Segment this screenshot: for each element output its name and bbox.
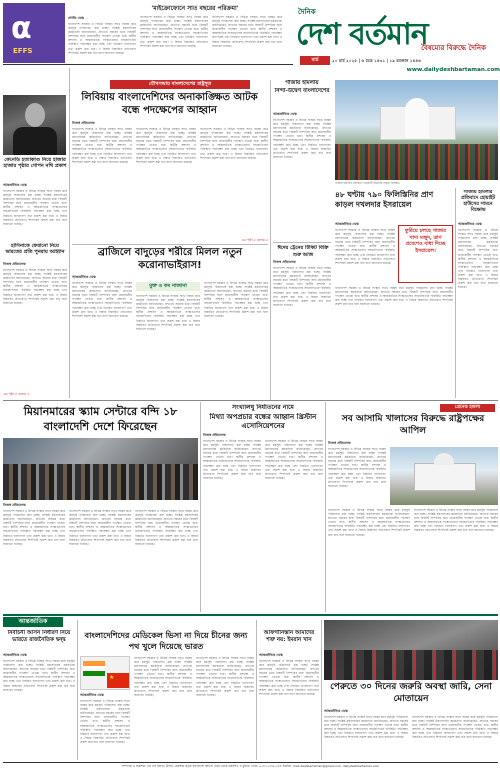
israel-body-1: বাংলাদেশ সরকার ও বিভিন্ন সংস্থার সাথে সমন্বয় করে কর্মসূচি পরিচালনা করা হচ্ছে। সংশ্লিষ্ট মন্ত্রণালয়ের কর্মকর্তারা জানিয়েছেন, দ্রুততম সময়ের মধ্যে বিষয়টি নিষ্পত্তির জন্য প্রয়োজনীয় পদক্ষেপ নেওয়া হবে। স্থানীয় প্রশাসন ও আন্তর্জাতিক সংস্থাগুলোর সহযোগিতায় পরিস্থিতি পর্যবেক্ষণ করা হচ্ছে এবং নিয়মিত হালনাগাদ তথ্য প্রকাশ করা হবে। এ বিষয়ে বিস্তারিত প্রতিবেদন শিগগিরই প্রকাশ করা হবে বলে জানানো হয়েছে। [335,228,395,265]
eid-train-byline: নিজস্ব প্রতিবেদক [273,260,296,264]
minority-kicker: সংখ্যালঘু নির্যাতনের নামে [232,404,294,411]
myanmar-photo [3,438,198,500]
eid-train-body: বাংলাদেশ সরকার ও বিভিন্ন সংস্থার সাথে সমন্বয় করে কর্মসূচি পরিচালনা করা হচ্ছে। সংশ্লিষ্ট মন্ত্রণালয়ের কর্মকর্তারা জানিয়েছেন, দ্রুততম সময়ের মধ্যে বিষয়টি নিষ্পত্তির জন্য প্রয়োজনীয় পদক্ষেপ নেওয়া হবে। স্থানীয় প্রশাসন ও আন্তর্জাতিক সংস্থাগুলোর সহযোগিতায় পরিস্থিতি পর্যবেক্ষণ করা হচ্ছে এবং নিয়মিত হালনাগাদ তথ্য প্রকাশ করা হবে। এ বিষয়ে বিস্তারিত প্রতিবেদন শিগগিরই প্রকাশ করা হবে বলে জানানো হয়েছে। [273,266,331,307]
minority-headline: মিথ্যা অপপ্রচার বন্ধের আহ্বান খ্রিস্টান এসোসিয়েশনের [209,413,317,430]
border-headline: নির্বাচনী আসন নির্ধারণ নিয়ে ভারতে রাজনৈতিক দ্বন্দ্ব [7,630,71,643]
anniversary-body-3: বাংলাদেশ সরকার ও বিভিন্ন সংস্থার সাথে সমন্বয় করে কর্মসূচি পরিচালনা করা হচ্ছে। সংশ্লিষ্ট মন্ত্রণালয়ের কর্মকর্তারা জানিয়েছেন, দ্রুততম সময়ের মধ্যে বিষয়টি নিষ্পত্তির জন্য প্রয়োজনীয় পদক্ষেপ নেওয়া হবে। স্থানীয় প্রশাসন ও আন্তর্জাতিক সংস্থাগুলোর সহযোগিতায় পরিস্থিতি পর্যবেক্ষণ করা হচ্ছে এবং নিয়মিত হালনাগাদ তথ্য প্রকাশ করা হবে। এ বিষয়ে বিস্তারিত প্রতিবেদন শিগগিরই প্রকাশ করা হবে বলে জানানো হয়েছে। [212,15,282,48]
col-divider-8 [321,620,322,760]
whitehouse-caption: গাজায় হামলার প্রতিবাদে হোয়াইট হাউসের সামনে বিক্ষোভ [335,181,400,185]
court-building [414,463,476,491]
minority-body-1: বাংলাদেশ সরকার ও বিভিন্ন সংস্থার সাথে সমন্বয় করে কর্মসূচি পরিচালনা করা হচ্ছে। সংশ্লিষ্ট মন্ত্রণালয়ের কর্মকর্তারা জানিয়েছেন, দ্রুততম সময়ের মধ্যে বিষয়টি নিষ্পত্তির জন্য প্রয়োজনীয় পদক্ষেপ নেওয়া হবে। স্থানীয় প্রশাসন ও আন্তর্জাতিক সংস্থাগুলোর সহযোগিতায় পরিস্থিতি পর্যবেক্ষণ করা হচ্ছে এবং নিয়মিত হালনাগাদ তথ্য প্রকাশ করা হবে। এ বিষয়ে বিস্তারিত প্রতিবেদন শিগগিরই প্রকাশ করা হবে বলে জানানো হয়েছে। [203,439,261,480]
libya-headline: লিবিয়ায় বাংলাদেশিদের অনাকাঙ্ক্ষিত আটক বন্ধে পদক্ষেপের আহ্বান [81,92,258,116]
bat-virus-body-1: বাংলাদেশ সরকার ও বিভিন্ন সংস্থার সাথে সমন্বয় করে কর্মসূচি পরিচালনা করা হচ্ছে। সংশ্লিষ্ট মন্ত্রণালয়ের কর্মকর্তারা জানিয়েছেন, দ্রুততম সময়ের মধ্যে বিষয়টি নিষ্পত্তির জন্য প্রয়োজনীয় পদক্ষেপ নেওয়া হবে। স্থানীয় প্রশাসন ও আন্তর্জাতিক সংস্থাগুলোর সহযোগিতায় পরিস্থিতি পর্যবেক্ষণ করা হচ্ছে এবং নিয়মিত হালনাগাদ তথ্য প্রকাশ করা হবে। এ বিষয়ে বিস্তারিত প্রতিবেদন শিগগিরই প্রকাশ করা হবে বলে জানানো হয়েছে। [72,281,132,318]
imran-byline: আন্তর্জাতিক ডেস্ক [259,653,283,657]
israel-byline: আন্তর্জাতিক ডেস্ক [335,222,359,226]
israel-body-2: বাংলাদেশ সরকার ও বিভিন্ন সংস্থার সাথে সমন্বয় করে কর্মসূচি পরিচালনা করা হচ্ছে। সংশ্লিষ্ট মন্ত্রণালয়ের কর্মকর্তারা জানিয়েছেন, দ্রুততম সময়ের মধ্যে বিষয়টি নিষ্পত্তির জন্য প্রয়োজনীয় পদক্ষেপ নেওয়া হবে। স্থানীয় প্রশাসন ও আন্তর্জাতিক সংস্থাগুলোর সহযোগিতায় পরিস্থিতি পর্যবেক্ষণ করা হচ্ছে এবং নিয়মিত হালনাগাদ তথ্য প্রকাশ করা হবে। এ বিষয়ে বিস্তারিত প্রতিবেদন শিগগিরই প্রকাশ করা হবে বলে জানানো হয়েছে। [335,286,453,307]
libya-divider [72,244,268,245]
kennedy-photo [3,95,66,155]
eid-train-headline: ঈদের ট্রেনের টিকিট বিক্রি শুরু আজ [277,245,329,258]
myanmar-headline: মিয়ানমারের স্ক্যাম সেন্টারে বন্দি ১৮ বাংলাদেশি দেশে ফিরেছেন [23,405,178,433]
emergency-body-2: বাংলাদেশ সরকার ও বিভিন্ন সংস্থার সাথে সমন্বয় করে কর্মসূচি পরিচালনা করা হচ্ছে। সংশ্লিষ্ট মন্ত্রণালয়ের কর্মকর্তারা জানিয়েছেন, দ্রুততম সময়ের মধ্যে বিষয়টি নিষ্পত্তির জন্য প্রয়োজনীয় পদক্ষেপ নেওয়া হবে। স্থানীয় প্রশাসন ও আন্তর্জাতিক সংস্থাগুলোর সহযোগিতায় পরিস্থিতি পর্যবেক্ষণ করা হচ্ছে এবং নিয়মিত হালনাগাদ তথ্য প্রকাশ করা হবে। এ বিষয়ে বিস্তারিত প্রতিবেদন শিগগিরই প্রকাশ করা হবে বলে জানানো হয়েছে। [412,715,498,740]
hasina-byline: নিজস্ব প্রতিবেদক [3,262,26,266]
china-flag-star: ★ [109,674,115,681]
border-body: বাংলাদেশ সরকার ও বিভিন্ন সংস্থার সাথে সমন্বয় করে কর্মসূচি পরিচালনা করা হচ্ছে। সংশ্লিষ্ট মন্ত্রণালয়ের কর্মকর্তারা জানিয়েছেন, দ্রুততম সময়ের মধ্যে বিষয়টি নিষ্পত্তির জন্য প্রয়োজনীয় পদক্ষেপ নেওয়া হবে। স্থানীয় প্রশাসন ও আন্তর্জাতিক সংস্থাগুলোর সহযোগিতায় পরিস্থিতি পর্যবেক্ষণ করা হচ্ছে এবং নিয়মিত হালনাগাদ তথ্য প্রকাশ করা হবে। এ বিষয়ে বিস্তারিত প্রতিবেদন শিগগিরই প্রকাশ করা হবে বলে জানানো হয়েছে। [3,659,75,692]
border-byline: আন্তর্জাতিক ডেস্ক [3,653,27,657]
emergency-body-1: বাংলাদেশ সরকার ও বিভিন্ন সংস্থার সাথে সমন্বয় করে কর্মসূচি পরিচালনা করা হচ্ছে। সংশ্লিষ্ট মন্ত্রণালয়ের কর্মকর্তারা জানিয়েছেন, দ্রুততম সময়ের মধ্যে বিষয়টি নিষ্পত্তির জন্য প্রয়োজনীয় পদক্ষেপ নেওয়া হবে। স্থানীয় প্রশাসন ও আন্তর্জাতিক সংস্থাগুলোর সহযোগিতায় পরিস্থিতি পর্যবেক্ষণ করা হচ্ছে এবং নিয়মিত হালনাগাদ তথ্য প্রকাশ করা হবে। এ বিষয়ে বিস্তারিত প্রতিবেদন শিগগিরই প্রকাশ করা হবে বলে জানানো হয়েছে। [324,715,408,740]
hasina-body: বাংলাদেশ সরকার ও বিভিন্ন সংস্থার সাথে সমন্বয় করে কর্মসূচি পরিচালনা করা হচ্ছে। সংশ্লিষ্ট মন্ত্রণালয়ের কর্মকর্তারা জানিয়েছেন, দ্রুততম সময়ের মধ্যে বিষয়টি নিষ্পত্তির জন্য প্রয়োজনীয় পদক্ষেপ নেওয়া হবে। স্থানীয় প্রশাসন ও আন্তর্জাতিক সংস্থাগুলোর সহযোগিতায় পরিস্থিতি পর্যবেক্ষণ করা হচ্ছে এবং নিয়মিত হালনাগাদ তথ্য প্রকাশ করা হবে। এ বিষয়ে বিস্তারিত প্রতিবেদন শিগগিরই প্রকাশ করা হবে বলে জানানো হয়েছে। [3,268,67,305]
anniversary-body-2: বাংলাদেশ সরকার ও বিভিন্ন সংস্থার সাথে সমন্বয় করে কর্মসূচি পরিচালনা করা হচ্ছে। সংশ্লিষ্ট মন্ত্রণালয়ের কর্মকর্তারা জানিয়েছেন, দ্রুততম সময়ের মধ্যে বিষয়টি নিষ্পত্তির জন্য প্রয়োজনীয় পদক্ষেপ নেওয়া হবে। স্থানীয় প্রশাসন ও আন্তর্জাতিক সংস্থাগুলোর সহযোগিতায় পরিস্থিতি পর্যবেক্ষণ করা হচ্ছে এবং নিয়মিত হালনাগাদ তথ্য প্রকাশ করা হবে। এ বিষয়ে বিস্তারিত প্রতিবেদন শিগগিরই প্রকাশ করা হবে বলে জানানো হয়েছে। [140,15,208,48]
libya-continue[interactable]: এর পৃষ্ঠা ৮ কলাম ৫ [241,238,268,242]
israel-quote-box [398,225,453,283]
hasina-continue[interactable]: এর পৃষ্ঠা ৮ কলাম ৫ [3,392,30,396]
imran-headline: আফগানিস্তান আমাদের শত্রু নয়: ইমরান খান [263,630,315,643]
bat-virus-body-2: বাংলাদেশ সরকার ও বিভিন্ন সংস্থার সাথে সমন্বয় করে কর্মসূচি পরিচালনা করা হচ্ছে। সংশ্লিষ্ট মন্ত্রণালয়ের কর্মকর্তারা জানিয়েছেন, দ্রুততম সময়ের মধ্যে বিষয়টি নিষ্পত্তির জন্য প্রয়োজনীয় পদক্ষেপ নেওয়া হবে। স্থানীয় প্রশাসন ও আন্তর্জাতিক সংস্থাগুলোর সহযোগিতায় পরিস্থিতি পর্যবেক্ষণ করা হচ্ছে এবং নিয়মিত হালনাগাদ তথ্য প্রকাশ করা হবে। এ বিষয়ে বিস্তারিত প্রতিবেদন শিগগিরই প্রকাশ করা হবে বলে জানানো হয়েছে। [136,294,200,331]
flags-photo [80,656,130,690]
col-divider-2 [270,80,271,400]
israel-headline: ৪৮ ঘণ্টায় ৭৯০ ফিলিস্তিনির প্রাণ কাড়ল দখলদার ইসরায়েল [335,190,434,209]
libya-body-3: বাংলাদেশ সরকার ও বিভিন্ন সংস্থার সাথে সমন্বয় করে কর্মসূচি পরিচালনা করা হচ্ছে। সংশ্লিষ্ট মন্ত্রণালয়ের কর্মকর্তারা জানিয়েছেন, দ্রুততম সময়ের মধ্যে বিষয়টি নিষ্পত্তির জন্য প্রয়োজনীয় পদক্ষেপ নেওয়া হবে। স্থানীয় প্রশাসন ও আন্তর্জাতিক সংস্থাগুলোর সহযোগিতায় পরিস্থিতি পর্যবেক্ষণ করা হচ্ছে এবং নিয়মিত হালনাগাদ তথ্য প্রকাশ করা হবে। এ বিষয়ে বিস্তারিত প্রতিবেদন শিগগিরই প্রকাশ করা হবে বলে জানানো হয়েছে। [200,127,268,160]
date-line: ২০ মার্চ ২০২৫ | ৬ চৈত্র ১৪৩১ | ১৯ রমজান ১৪৪৬ [332,58,421,63]
grenade-byline: নিজস্ব প্রতিবেদক [328,441,351,445]
bat-virus-subhead: মুক্ত ও কম নাজানা [136,282,200,291]
bat-virus-byline: আন্তর্জাতিক ডেস্ক [72,275,96,279]
protest-crowd [335,144,498,180]
masthead-logo-prefix: দৈনিক [298,8,316,16]
imran-body: বাংলাদেশ সরকার ও বিভিন্ন সংস্থার সাথে সমন্বয় করে কর্মসূচি পরিচালনা করা হচ্ছে। সংশ্লিষ্ট মন্ত্রণালয়ের কর্মকর্তারা জানিয়েছেন, দ্রুততম সময়ের মধ্যে বিষয়টি নিষ্পত্তির জন্য প্রয়োজনীয় পদক্ষেপ নেওয়া হবে। স্থানীয় প্রশাসন ও আন্তর্জাতিক সংস্থাগুলোর সহযোগিতায় পরিস্থিতি পর্যবেক্ষণ করা হচ্ছে এবং নিয়মিত হালনাগাদ তথ্য প্রকাশ করা হবে। এ বিষয়ে বিস্তারিত প্রতিবেদন শিগগিরই প্রকাশ করা হবে বলে জানানো হয়েছে। [259,659,319,696]
libya-body-2: বাংলাদেশ সরকার ও বিভিন্ন সংস্থার সাথে সমন্বয় করে কর্মসূচি পরিচালনা করা হচ্ছে। সংশ্লিষ্ট মন্ত্রণালয়ের কর্মকর্তারা জানিয়েছেন, দ্রুততম সময়ের মধ্যে বিষয়টি নিষ্পত্তির জন্য প্রয়োজনীয় পদক্ষেপ নেওয়া হবে। স্থানীয় প্রশাসন ও আন্তর্জাতিক সংস্থাগুলোর সহযোগিতায় পরিস্থিতি পর্যবেক্ষণ করা হচ্ছে এবং নিয়মিত হালনাগাদ তথ্য প্রকাশ করা হবে। এ বিষয়ে বিস্তারিত প্রতিবেদন শিগগিরই প্রকাশ করা হবে বলে জানানো হয়েছে। [136,127,196,164]
myanmar-body-2: বাংলাদেশ সরকার ও বিভিন্ন সংস্থার সাথে সমন্বয় করে কর্মসূচি পরিচালনা করা হচ্ছে। সংশ্লিষ্ট মন্ত্রণালয়ের কর্মকর্তারা জানিয়েছেন, দ্রুততম সময়ের মধ্যে বিষয়টি নিষ্পত্তির জন্য প্রয়োজনীয় পদক্ষেপ নেওয়া হবে। স্থানীয় প্রশাসন ও আন্তর্জাতিক সংস্থাগুলোর সহযোগিতায় পরিস্থিতি পর্যবেক্ষণ করা হচ্ছে এবং নিয়মিত হালনাগাদ তথ্য প্রকাশ করা হবে। এ বিষয়ে বিস্তারিত প্রতিবেদন শিগগিরই প্রকাশ করা হবে বলে জানানো হয়েছে। [69,509,131,546]
anniversary-banner: 'মাইক্রোফোনে সাত বছরের পরিক্রমা' [151,5,239,12]
footer-text: সম্পাদক ও প্রকাশক: এম এস রিফাত উদ্দিন, প্রকাশক কর্তৃক বাংলাদেশ অফিস, ঢাকা থেকে প্রকাশিত ও মুদ্রিত। ফোন: ০১৮১৫-৮৬৫৫৮৮ ইমেইল: mail.deshbartaman@gmail.com, dailydeshbartaman.com [121,764,380,768]
grenade-body-3: বাংলাদেশ সরকার ও বিভিন্ন সংস্থার সাথে সমন্বয় করে কর্মসূচি পরিচালনা করা হচ্ছে। সংশ্লিষ্ট মন্ত্রণালয়ের কর্মকর্তারা জানিয়েছেন, দ্রুততম সময়ের মধ্যে বিষয়টি নিষ্পত্তির জন্য প্রয়োজনীয় পদক্ষেপ নেওয়া হবে। স্থানীয় প্রশাসন ও আন্তর্জাতিক সংস্থাগুলোর সহযোগিতায় পরিস্থিতি পর্যবেক্ষণ করা হচ্ছে এবং নিয়মিত হালনাগাদ তথ্য প্রকাশ করা হবে। এ বিষয়ে বিস্তারিত প্রতিবেদন শিগগিরই প্রকাশ করা হবে বলে জানানো হয়েছে। [414,508,498,533]
minority-byline: নিজস্ব প্রতিবেদক [203,433,226,437]
medical-visa-body-3: বাংলাদেশ সরকার ও বিভিন্ন সংস্থার সাথে সমন্বয় করে কর্মসূচি পরিচালনা করা হচ্ছে। সংশ্লিষ্ট মন্ত্রণালয়ের কর্মকর্তারা জানিয়েছেন, দ্রুততম সময়ের মধ্যে বিষয়টি নিষ্পত্তির জন্য প্রয়োজনীয় পদক্ষেপ নেওয়া হবে। স্থানীয় প্রশাসন ও আন্তর্জাতিক সংস্থাগুলোর সহযোগিতায় পরিস্থিতি পর্যবেক্ষণ করা হচ্ছে এবং নিয়মিত হালনাগাদ তথ্য প্রকাশ করা হবে। এ বিষয়ে বিস্তারিত প্রতিবেদন শিগগিরই প্রকাশ করা হবে বলে জানানো হয়েছে। [196,656,254,697]
kennedy-caption: কেনেডি হত্যাকাণ্ড নিয়ে হাজার হাজার পৃষ্ঠার গোপন নথি প্রকাশ [3,157,67,169]
gaza-divider [273,242,331,243]
gaza-headline: নিন্দা-উদ্বেগ বাংলাদেশের [274,88,330,94]
medical-visa-body-1: বাংলাদেশ সরকার ও বিভিন্ন সংস্থার সাথে সমন্বয় করে কর্মসূচি পরিচালনা করা হচ্ছে। সংশ্লিষ্ট মন্ত্রণালয়ের কর্মকর্তারা জানিয়েছেন, দ্রুততম সময়ের মধ্যে বিষয়টি নিষ্পত্তির জন্য প্রয়োজনীয় পদক্ষেপ নেওয়া হবে। স্থানীয় প্রশাসন ও আন্তর্জাতিক সংস্থাগুলোর সহযোগিতায় পরিস্থিতি পর্যবেক্ষণ করা হচ্ছে এবং নিয়মিত হালনাগাদ তথ্য প্রকাশ করা হবে। এ বিষয়ে বিস্তারিত প্রতিবেদন শিগগিরই প্রকাশ করা হবে বলে জানানো হয়েছে। [80,699,130,744]
edition-badge: মার্চ [300,56,330,65]
anniversary-byline: প্রগতি ডেস্ক [68,16,84,20]
court-dome [434,453,454,465]
china-flag [107,673,129,688]
footer-divider [3,762,498,763]
libya-kicker: যৌথসভায় বাংলাদেশের রাষ্ট্রদূত [110,80,250,89]
libya-byline: নিজস্ব প্রতিবেদক [72,121,95,125]
kennedy-suit [13,127,57,155]
col-divider-6 [77,620,78,760]
myanmar-people [3,464,198,500]
bat-virus-headline: ব্রাজিলে বাদুড়ের শরীরে মিলল নতুন করোনাভাইরাস! [97,247,243,271]
col-divider-4 [200,402,201,612]
col-divider-5 [325,402,326,612]
hasina-headline: হাসিনাকে ফেরানো নিয়ে ভারতের প্রতি পুনরায় আহ্বান [5,243,65,255]
india-flag [83,661,105,676]
myanmar-body-3: বাংলাদেশ সরকার ও বিভিন্ন সংস্থার সাথে সমন্বয় করে কর্মসূচি পরিচালনা করা হচ্ছে। সংশ্লিষ্ট মন্ত্রণালয়ের কর্মকর্তারা জানিয়েছেন, দ্রুততম সময়ের মধ্যে বিষয়টি নিষ্পত্তির জন্য প্রয়োজনীয় পদক্ষেপ নেওয়া হবে। স্থানীয় প্রশাসন ও আন্তর্জাতিক সংস্থাগুলোর সহযোগিতায় পরিস্থিতি পর্যবেক্ষণ করা হচ্ছে এবং নিয়মিত হালনাগাদ তথ্য প্রকাশ করা হবে। এ বিষয়ে বিস্তারিত প্রতিবেদন শিগগিরই প্রকাশ করা হবে বলে জানানো হয়েছে। [135,509,198,546]
anniversary-logo [3,3,65,63]
anniversary-logo-text: EFFS [13,47,33,55]
israel-quote: ফুরিয়ে চলছে গাজার খাদ্য মজুদ, ত্রাণ প্রবেশেও বাধা দিচ্ছে ইসরায়েল। [404,228,447,254]
kennedy-body: বাংলাদেশ সরকার ও বিভিন্ন সংস্থার সাথে সমন্বয় করে কর্মসূচি পরিচালনা করা হচ্ছে। সংশ্লিষ্ট মন্ত্রণালয়ের কর্মকর্তারা জানিয়েছেন, দ্রুততম সময়ের মধ্যে বিষয়টি নিষ্পত্তির জন্য প্রয়োজনীয় পদক্ষেপ নেওয়া হবে। স্থানীয় প্রশাসন ও আন্তর্জাতিক সংস্থাগুলোর সহযোগিতায় পরিস্থিতি পর্যবেক্ষণ করা হচ্ছে এবং নিয়মিত হালনাগাদ তথ্য প্রকাশ করা হবে। এ বিষয়ে বিস্তারিত প্রতিবেদন শিগগিরই প্রকাশ করা হবে বলে জানানো হয়েছে। [3,189,67,226]
medical-visa-byline: আন্তর্জাতিক ডেস্ক [80,693,104,697]
col-divider-7 [256,620,257,760]
emergency-headline: পেরুতে ৩০ দিনের জরুরি অবস্থা জারি, সেনা মোতায়েন [324,680,498,706]
masthead-logo-main: দেশ বর্তমান [296,17,428,52]
whitehouse-portico [405,98,429,138]
grenade-body-2: বাংলাদেশ সরকার ও বিভিন্ন সংস্থার সাথে সমন্বয় করে কর্মসূচি পরিচালনা করা হচ্ছে। সংশ্লিষ্ট মন্ত্রণালয়ের কর্মকর্তারা জানিয়েছেন, দ্রুততম সময়ের মধ্যে বিষয়টি নিষ্পত্তির জন্য প্রয়োজনীয় পদক্ষেপ নেওয়া হবে। স্থানীয় প্রশাসন ও আন্তর্জাতিক সংস্থাগুলোর সহযোগিতায় পরিস্থিতি পর্যবেক্ষণ করা হচ্ছে এবং নিয়মিত হালনাগাদ তথ্য প্রকাশ করা হবে। এ বিষয়ে বিস্তারিত প্রতিবেদন শিগগিরই প্রকাশ করা হবে বলে জানানো হয়েছে। [328,508,410,537]
gaza-kicker: গাজায় হামলায় [285,80,319,86]
kennedy-byline: আন্তর্জাতিক ডেস্ক [3,183,27,187]
myanmar-body-1: বাংলাদেশ সরকার ও বিভিন্ন সংস্থার সাথে সমন্বয় করে কর্মসূচি পরিচালনা করা হচ্ছে। সংশ্লিষ্ট মন্ত্রণালয়ের কর্মকর্তারা জানিয়েছেন, দ্রুততম সময়ের মধ্যে বিষয়টি নিষ্পত্তির জন্য প্রয়োজনীয় পদক্ষেপ নেওয়া হবে। স্থানীয় প্রশাসন ও আন্তর্জাতিক সংস্থাগুলোর সহযোগিতায় পরিস্থিতি পর্যবেক্ষণ করা হচ্ছে এবং নিয়মিত হালনাগাদ তথ্য প্রকাশ করা হবে। এ বিষয়ে বিস্তারিত প্রতিবেদন শিগগিরই প্রকাশ করা হবে বলে জানানো হয়েছে। [3,509,65,546]
gaza-body: বাংলাদেশ সরকার ও বিভিন্ন সংস্থার সাথে সমন্বয় করে কর্মসূচি পরিচালনা করা হচ্ছে। সংশ্লিষ্ট মন্ত্রণালয়ের কর্মকর্তারা জানিয়েছেন, দ্রুততম সময়ের মধ্যে বিষয়টি নিষ্পত্তির জন্য প্রয়োজনীয় পদক্ষেপ নেওয়া হবে। স্থানীয় প্রশাসন ও আন্তর্জাতিক সংস্থাগুলোর সহযোগিতায় পরিস্থিতি পর্যবেক্ষণ করা হচ্ছে এবং নিয়মিত হালনাগাদ তথ্য প্রকাশ করা হবে। এ বিষয়ে বিস্তারিত প্রতিবেদন শিগগিরই প্রকাশ করা হবে বলে জানানো হয়েছে। [273,118,331,159]
minority-body-2: বাংলাদেশ সরকার ও বিভিন্ন সংস্থার সাথে সমন্বয় করে কর্মসূচি পরিচালনা করা হচ্ছে। সংশ্লিষ্ট মন্ত্রণালয়ের কর্মকর্তারা জানিয়েছেন, দ্রুততম সময়ের মধ্যে বিষয়টি নিষ্পত্তির জন্য প্রয়োজনীয় পদক্ষেপ নেওয়া হবে। স্থানীয় প্রশাসন ও আন্তর্জাতিক সংস্থাগুলোর সহযোগিতায় পরিস্থিতি পর্যবেক্ষণ করা হচ্ছে এবং নিয়মিত হালনাগাদ তথ্য প্রকাশ করা হবে। এ বিষয়ে বিস্তারিত প্রতিবেদন শিগগিরই প্রকাশ করা হবে বলে জানানো হয়েছে। [265,439,323,480]
anniversary-body-1: বাংলাদেশ সরকার ও বিভিন্ন সংস্থার সাথে সমন্বয় করে কর্মসূচি পরিচালনা করা হচ্ছে। সংশ্লিষ্ট মন্ত্রণালয়ের কর্মকর্তারা জানিয়েছেন, দ্রুততম সময়ের মধ্যে বিষয়টি নিষ্পত্তির জন্য প্রয়োজনীয় পদক্ষেপ নেওয়া হবে। স্থানীয় প্রশাসন ও আন্তর্জাতিক সংস্থাগুলোর সহযোগিতায় পরিস্থিতি পর্যবেক্ষণ করা হচ্ছে এবং নিয়মিত হালনাগাদ তথ্য প্রকাশ করা হবে। এ বিষয়ে বিস্তারিত প্রতিবেদন শিগগিরই প্রকাশ করা হবে বলে জানানো হয়েছে। [68,22,136,55]
col-divider-3 [455,188,456,398]
kennedy-face [25,103,45,127]
whitehouse-headline: গাজায় হামলার প্রতিবাদে হোয়াইট হাউসের সামনে বিক্ষোভ [461,190,495,213]
masthead-logo [292,2,498,54]
emergency-byline: আন্তর্জাতিক ডেস্ক [324,709,348,713]
medical-visa-headline: বাংলাদেশিদের মেডিকেল ভিসা না দিয়ে চীনের জন্য পথ খুলে দিয়েছে ভারত [84,631,248,651]
bat-virus-body-3: বাংলাদেশ সরকার ও বিভিন্ন সংস্থার সাথে সমন্বয় করে কর্মসূচি পরিচালনা করা হচ্ছে। সংশ্লিষ্ট মন্ত্রণালয়ের কর্মকর্তারা জানিয়েছেন, দ্রুততম সময়ের মধ্যে বিষয়টি নিষ্পত্তির জন্য প্রয়োজনীয় পদক্ষেপ নেওয়া হবে। স্থানীয় প্রশাসন ও আন্তর্জাতিক সংস্থাগুলোর সহযোগিতায় পরিস্থিতি পর্যবেক্ষণ করা হচ্ছে এবং নিয়মিত হালনাগাদ তথ্য প্রকাশ করা হবে। এ বিষয়ে বিস্তারিত প্রতিবেদন শিগগিরই প্রকাশ করা হবে বলে জানানো হয়েছে। [204,281,268,318]
anniversary-logo-mark: α [11,11,32,46]
gaza-byline: আন্তর্জাতিক ডেস্ক [273,112,297,116]
medical-visa-body-2: বাংলাদেশ সরকার ও বিভিন্ন সংস্থার সাথে সমন্বয় করে কর্মসূচি পরিচালনা করা হচ্ছে। সংশ্লিষ্ট মন্ত্রণালয়ের কর্মকর্তারা জানিয়েছেন, দ্রুততম সময়ের মধ্যে বিষয়টি নিষ্পত্তির জন্য প্রয়োজনীয় পদক্ষেপ নেওয়া হবে। স্থানীয় প্রশাসন ও আন্তর্জাতিক সংস্থাগুলোর সহযোগিতায় পরিস্থিতি পর্যবেক্ষণ করা হচ্ছে এবং নিয়মিত হালনাগাদ তথ্য প্রকাশ করা হবে। এ বিষয়ে বিস্তারিত প্রতিবেদন শিগগিরই প্রকাশ করা হবে বলে জানানো হয়েছে। [134,656,192,697]
section-divider [3,614,498,616]
libya-body-1: বাংলাদেশ সরকার ও বিভিন্ন সংস্থার সাথে সমন্বয় করে কর্মসূচি পরিচালনা করা হচ্ছে। সংশ্লিষ্ট মন্ত্রণালয়ের কর্মকর্তারা জানিয়েছেন, দ্রুততম সময়ের মধ্যে বিষয়টি নিষ্পত্তির জন্য প্রয়োজনীয় পদক্ষেপ নেওয়া হবে। স্থানীয় প্রশাসন ও আন্তর্জাতিক সংস্থাগুলোর সহযোগিতায় পরিস্থিতি পর্যবেক্ষণ করা হচ্ছে এবং নিয়মিত হালনাগাদ তথ্য প্রকাশ করা হবে। এ বিষয়ে বিস্তারিত প্রতিবেদন শিগগিরই প্রকাশ করা হবে বলে জানানো হয়েছে। [72,127,132,164]
court-photo [390,447,498,505]
grenade-kicker: গ্রেনেড হামলা [440,404,495,412]
grenade-headline: সব আসামি খালাসের বিরুদ্ধে রাষ্ট্রপক্ষের আপিল [341,414,485,436]
whitehouse-photo [335,80,498,180]
masthead-divider [3,64,293,65]
whitehouse-byline: আন্তর্জাতিক ডেস্ক [458,222,482,226]
whitehouse-body: বাংলাদেশ সরকার ও বিভিন্ন সংস্থার সাথে সমন্বয় করে কর্মসূচি পরিচালনা করা হচ্ছে। সংশ্লিষ্ট মন্ত্রণালয়ের কর্মকর্তারা জানিয়েছেন, দ্রুততম সময়ের মধ্যে বিষয়টি নিষ্পত্তির জন্য প্রয়োজনীয় পদক্ষেপ নেওয়া হবে। স্থানীয় প্রশাসন ও আন্তর্জাতিক সংস্থাগুলোর সহযোগিতায় পরিস্থিতি পর্যবেক্ষণ করা হচ্ছে এবং নিয়মিত হালনাগাদ তথ্য প্রকাশ করা হবে। এ বিষয়ে বিস্তারিত প্রতিবেদন শিগগিরই প্রকাশ করা হবে বলে জানানো হয়েছে। [458,228,498,290]
col-divider-1 [69,68,70,398]
grenade-body-1: বাংলাদেশ সরকার ও বিভিন্ন সংস্থার সাথে সমন্বয় করে কর্মসূচি পরিচালনা করা হচ্ছে। সংশ্লিষ্ট মন্ত্রণালয়ের কর্মকর্তারা জানিয়েছেন, দ্রুততম সময়ের মধ্যে বিষয়টি নিষ্পত্তির জন্য প্রয়োজনীয় পদক্ষেপ নেওয়া হবে। স্থানীয় প্রশাসন ও আন্তর্জাতিক সংস্থাগুলোর সহযোগিতায় পরিস্থিতি পর্যবেক্ষণ করা হচ্ছে এবং নিয়মিত হালনাগাদ তথ্য প্রকাশ করা হবে। এ বিষয়ে বিস্তারিত প্রতিবেদন শিগগিরই প্রকাশ করা হবে বলে জানানো হয়েছে। [328,447,386,488]
myanmar-byline: নিজস্ব প্রতিবেদক [3,503,26,507]
mid-divider [3,400,498,401]
masthead-slogan: বৈষম্যের বিরুদ্ধে দৈনিক [421,44,486,52]
website-link[interactable]: www.dailydeshbartaman.com [406,67,500,73]
section-label: আন্তর্জাতিক [3,617,63,627]
